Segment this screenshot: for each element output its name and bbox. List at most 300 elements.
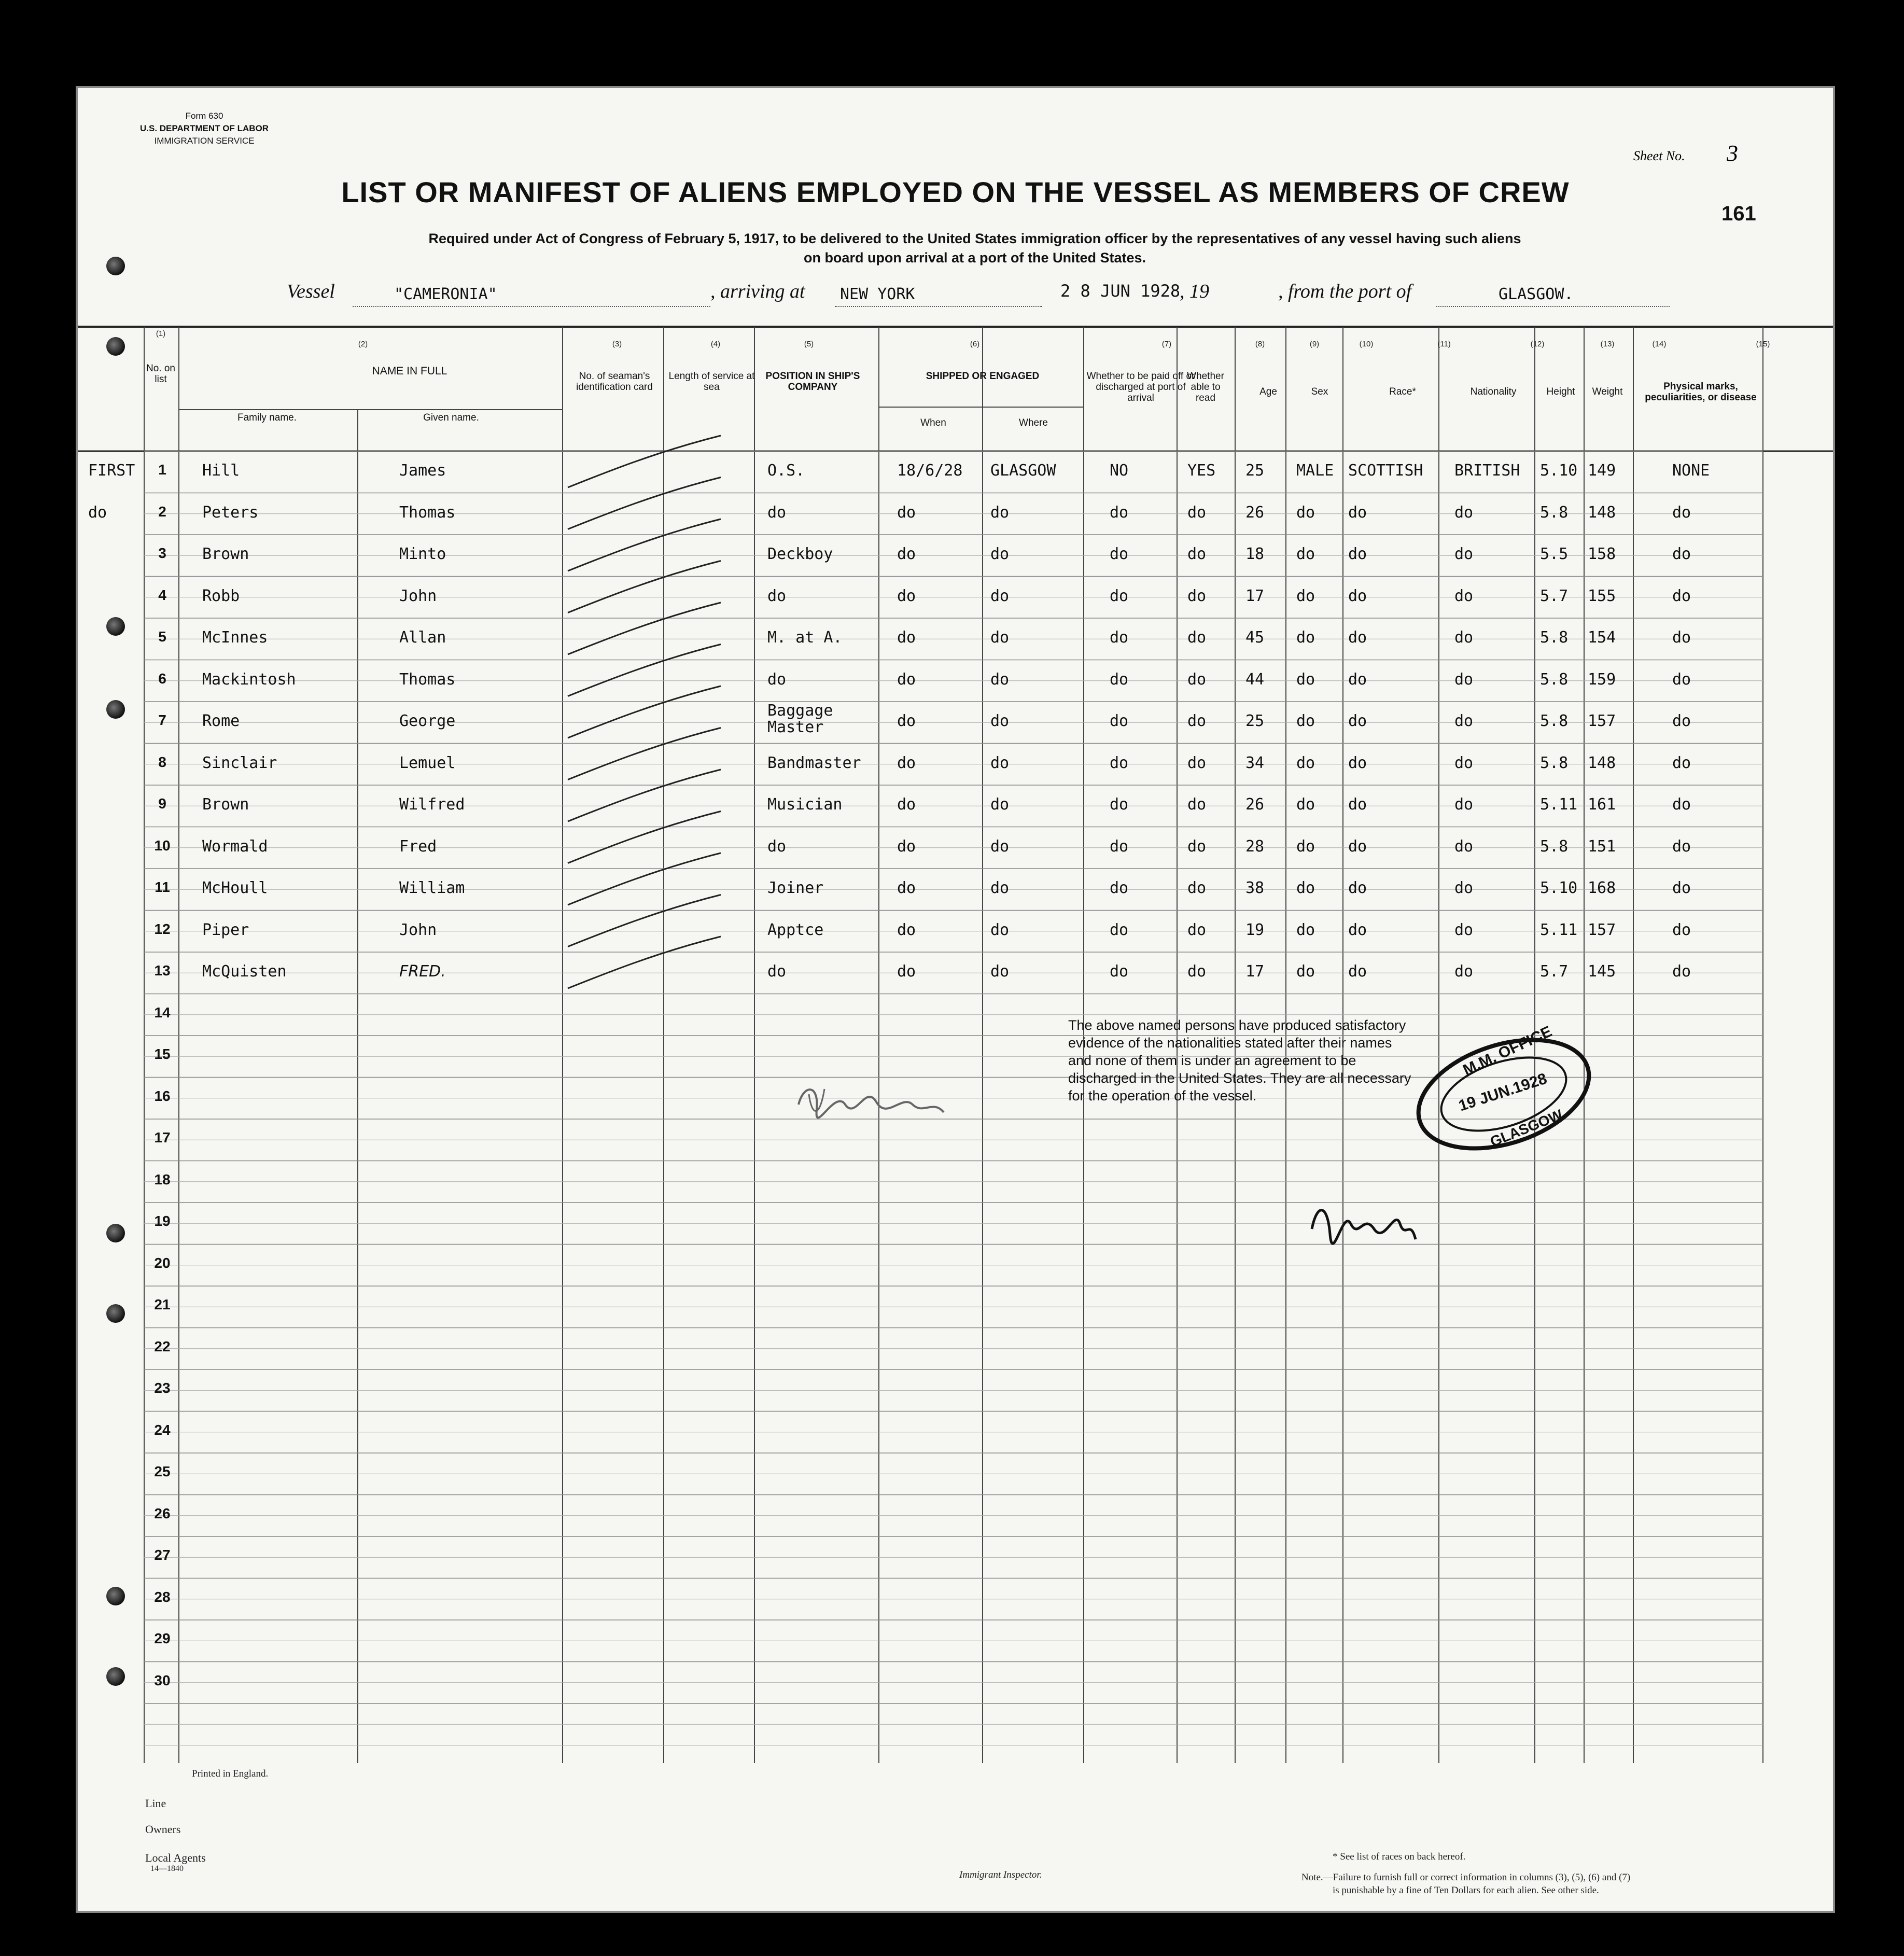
row-number: 15 [154,1046,171,1062]
paid-off: do [1110,586,1129,605]
physical-marks: do [1672,837,1691,856]
family-name: McQuisten [202,962,287,981]
owners-label: Owners [145,1823,181,1836]
given-name: Thomas [399,670,456,689]
inspector-signature [1307,1193,1421,1250]
sex: MALE [1296,462,1334,480]
weight: 151 [1588,837,1616,856]
shipped-where: GLASGOW [990,462,1056,480]
nationality: do [1454,503,1474,522]
physical-marks: do [1672,503,1691,522]
form-code: 14—1840 [150,1864,184,1873]
agents-label: Local Agents [145,1851,206,1864]
race: do [1348,586,1367,605]
sex: do [1296,879,1315,897]
col-num-7: (7) [1161,340,1172,348]
position: do [767,670,787,689]
row-number: 4 [158,586,166,603]
weight: 161 [1588,795,1616,814]
sex: do [1296,753,1315,772]
stamp-bottom: GLASGOW [1488,1106,1565,1150]
fine-note-1: Note.—Failure to furnish full or correct information in columns (3), (5), (6) and (7) [1301,1872,1631,1883]
shipped-where: do [990,503,1010,522]
shipped-when: do [897,545,916,563]
header-no-on-list: No. on list [146,363,175,385]
col-num-6: (6) [970,340,980,348]
page-number: 161 [1721,202,1756,225]
arriving-port: NEW YORK [840,285,915,303]
height: 5.11 [1540,795,1578,814]
shipped-when: do [897,837,916,856]
physical-marks: do [1672,712,1691,730]
header-name-in-full: NAME IN FULL [372,365,447,377]
race: do [1348,962,1367,981]
row-number: 3 [158,545,166,561]
able-read: do [1187,503,1207,522]
nationality: do [1454,753,1474,772]
row-number: 17 [154,1129,171,1145]
header-where: Where [1019,417,1048,428]
able-read: do [1187,670,1207,689]
handwritten-slash-marks [78,88,1833,1911]
paid-off: do [1110,837,1129,856]
col-num-10: (10) [1359,340,1374,348]
race: do [1348,503,1367,522]
row-number: 26 [154,1505,171,1521]
height: 5.8 [1540,628,1569,647]
paid-off: do [1110,503,1129,522]
nationality: do [1454,628,1474,647]
nationality: do [1454,795,1474,814]
nationality: do [1454,712,1474,730]
position: do [767,586,787,605]
family-name: Rome [202,712,240,730]
row-number: 10 [154,837,171,854]
given-name: John [399,586,437,605]
physical-marks: do [1672,962,1691,981]
header-when: When [920,417,946,428]
age: 26 [1245,795,1265,814]
given-name: Lemuel [399,753,456,772]
given-name: William [399,879,465,897]
family-name: McInnes [202,628,268,647]
row-class: do [88,503,107,522]
col-num-13: (13) [1600,340,1615,348]
vessel-name: "CAMERONIA" [394,285,497,303]
paid-off: do [1110,628,1129,647]
height: 5.11 [1540,920,1578,939]
punch-hole [106,1224,125,1242]
physical-marks: do [1672,670,1691,689]
col-num-3: (3) [612,340,622,348]
col-num-15: (15) [1756,340,1770,348]
given-name: Minto [399,545,446,563]
sex: do [1296,545,1315,563]
subtitle-line-2: on board upon arrival at a port of the United States. [803,250,1146,266]
position: do [767,837,787,856]
weight: 159 [1588,670,1616,689]
age: 17 [1245,586,1265,605]
race-note: * See list of races on back hereof. [1333,1851,1466,1862]
row-number: 28 [154,1588,171,1605]
able-read: do [1187,586,1207,605]
able-read: do [1187,962,1207,981]
slash-mark [568,645,721,696]
shipped-where: do [990,545,1010,563]
race: do [1348,712,1367,730]
physical-marks: do [1672,795,1691,814]
race: do [1348,879,1367,897]
age: 28 [1245,837,1265,856]
slash-mark [568,728,721,780]
shipped-where: do [990,962,1010,981]
given-name: John [399,920,437,939]
nationality: do [1454,670,1474,689]
age: 25 [1245,462,1265,480]
physical-marks: NONE [1672,462,1710,480]
given-name: James [399,462,446,480]
position: Deckboy [767,545,833,563]
printed-note: Printed in England. [192,1768,269,1779]
sheet-number: 3 [1727,141,1738,166]
punch-hole [106,257,125,275]
punch-hole [106,700,125,719]
age: 17 [1245,962,1265,981]
year-label: , 19 [1180,281,1209,302]
shipped-when: do [897,795,916,814]
shipped-where: do [990,628,1010,647]
weight: 154 [1588,628,1616,647]
family-name: McHoull [202,879,268,897]
paid-off: NO [1110,462,1129,480]
row-number: 6 [158,670,166,687]
age: 38 [1245,879,1265,897]
age: 44 [1245,670,1265,689]
row-number: 27 [154,1547,171,1563]
arrival-date: 2 8 JUN 1928 [1060,281,1181,301]
height: 5.7 [1540,586,1569,605]
sex: do [1296,837,1315,856]
row-number: 30 [154,1672,171,1688]
race: do [1348,837,1367,856]
page-title: LIST OR MANIFEST OF ALIENS EMPLOYED ON THE VESSEL AS MEMBERS OF CREW [341,176,1570,208]
able-read: do [1187,837,1207,856]
header-weight: Weight [1592,386,1623,397]
sex: do [1296,712,1315,730]
height: 5.10 [1540,879,1578,897]
family-name: Piper [202,920,249,939]
service: IMMIGRATION SERVICE [154,136,255,146]
shipped-when: do [897,962,916,981]
punch-hole [106,1667,125,1686]
race: do [1348,795,1367,814]
family-name: Wormald [202,837,268,856]
race: SCOTTISH [1348,462,1423,480]
family-name: Brown [202,545,249,563]
shipped-when: do [897,712,916,730]
slash-mark [568,603,721,654]
able-read: do [1187,545,1207,563]
family-name: Peters [202,503,259,522]
slash-mark [568,895,721,947]
given-name: Fred [399,837,437,856]
slash-mark [568,812,721,863]
shipped-where: do [990,670,1010,689]
age: 45 [1245,628,1265,647]
row-number: 2 [158,503,166,520]
weight: 145 [1588,962,1616,981]
weight: 148 [1588,753,1616,772]
header-shipped: SHIPPED OR ENGAGED [926,371,1040,382]
slash-mark [568,686,721,738]
height: 5.10 [1540,462,1578,480]
age: 18 [1245,545,1265,563]
departure-port: GLASGOW. [1499,285,1574,303]
weight: 149 [1588,462,1616,480]
nationality: BRITISH [1454,462,1520,480]
row-number: 18 [154,1171,171,1187]
col-num-4: (4) [710,340,721,348]
slash-mark [568,436,721,487]
paid-off: do [1110,962,1129,981]
row-number: 20 [154,1254,171,1271]
header-given-name: Given name. [423,412,479,423]
row-number: 25 [154,1463,171,1479]
sex: do [1296,795,1315,814]
row-number: 21 [154,1296,171,1312]
height: 5.8 [1540,837,1569,856]
row-number: 12 [154,920,171,937]
header-family-name: Family name. [237,412,297,423]
row-number: 8 [158,753,166,770]
shipped-when: do [897,879,916,897]
sex: do [1296,503,1315,522]
position: do [767,962,787,981]
given-name: FRED. [399,962,446,981]
header-id-card: No. of seaman's identification card [576,371,653,393]
header-nationality: Nationality [1470,386,1517,397]
position: O.S. [767,462,805,480]
col-num-12: (12) [1530,340,1545,348]
stamp-top: M.M. OFFICE [1460,1023,1555,1079]
slash-mark [568,561,721,613]
shipped-where: do [990,920,1010,939]
sex: do [1296,962,1315,981]
shipped-when: do [897,753,916,772]
slash-mark [568,853,721,905]
weight: 157 [1588,920,1616,939]
slash-mark [568,937,721,988]
shipped-when: do [897,670,916,689]
height: 5.8 [1540,712,1569,730]
able-read: do [1187,753,1207,772]
shipped-when: do [897,503,916,522]
age: 26 [1245,503,1265,522]
header-race: Race* [1389,386,1416,397]
given-name: Thomas [399,503,456,522]
able-read: do [1187,628,1207,647]
col-num-11: (11) [1437,340,1451,348]
col-num-8: (8) [1255,340,1265,348]
able-read: do [1187,920,1207,939]
certification-text: The above named persons have produced satisfactory evidence of the nationalities stated after their names and none of them is under an agreement to be discharged in the United States. They are all necessary for the operation of the vessel. [1068,1017,1411,1103]
manifest-sheet [78,88,1833,1911]
from-label: , from the port of [1278,281,1412,302]
weight: 155 [1588,586,1616,605]
sex: do [1296,670,1315,689]
arriving-label: , arriving at [710,281,805,302]
weight: 148 [1588,503,1616,522]
shipped-when: 18/6/28 [897,462,963,480]
sex: do [1296,920,1315,939]
nationality: do [1454,586,1474,605]
able-read: do [1187,795,1207,814]
row-number: 23 [154,1380,171,1396]
given-name: Allan [399,628,446,647]
physical-marks: do [1672,545,1691,563]
age: 34 [1245,753,1265,772]
header-sex: Sex [1311,386,1328,397]
header-paid-off: Whether to be paid off or discharged at port of arrival [1086,371,1195,403]
row-number: 1 [158,462,166,478]
sex: do [1296,628,1315,647]
col-num-1: (1) [156,329,166,338]
position: Musician [767,795,843,814]
header-physical: Physical marks, peculiarities, or disease [1645,381,1757,403]
row-number: 9 [158,795,166,812]
sheet-label: Sheet No. [1633,148,1685,163]
age: 19 [1245,920,1265,939]
col-num-5: (5) [804,340,814,348]
col-num-2: (2) [358,340,368,348]
race: do [1348,628,1367,647]
header-length-service: Length of service at sea [668,371,755,393]
header-height: Height [1546,386,1575,397]
row-class: FIRST [88,462,135,480]
family-name: Hill [202,462,240,480]
punch-hole [106,1304,125,1323]
row-number: 14 [154,1004,171,1021]
shipped-where: do [990,712,1010,730]
weight: 158 [1588,545,1616,563]
shipped-when: do [897,920,916,939]
nationality: do [1454,962,1474,981]
row-number: 5 [158,628,166,645]
nationality: do [1454,879,1474,897]
slash-mark [568,770,721,821]
paid-off: do [1110,795,1129,814]
punch-hole [106,1587,125,1605]
position: Joiner [767,879,824,897]
physical-marks: do [1672,879,1691,897]
row-number: 19 [154,1213,171,1229]
shipped-when: do [897,628,916,647]
physical-marks: do [1672,628,1691,647]
vessel-label: Vessel [287,281,335,302]
physical-marks: do [1672,753,1691,772]
race: do [1348,545,1367,563]
nationality: do [1454,920,1474,939]
shipped-where: do [990,753,1010,772]
physical-marks: do [1672,586,1691,605]
given-name: George [399,712,456,730]
age: 25 [1245,712,1265,730]
signature-scribble [788,1073,954,1130]
nationality: do [1454,837,1474,856]
shipped-where: do [990,795,1010,814]
line-label: Line [145,1797,166,1810]
row-number: 24 [154,1421,171,1438]
department: U.S. DEPARTMENT OF LABOR [140,123,269,133]
given-name: Wilfred [399,795,465,814]
paid-off: do [1110,545,1129,563]
family-name: Brown [202,795,249,814]
paid-off: do [1110,753,1129,772]
row-number: 22 [154,1338,171,1354]
able-read: do [1187,712,1207,730]
row-number: 29 [154,1630,171,1646]
col-num-14: (14) [1652,340,1667,348]
height: 5.8 [1540,503,1569,522]
height: 5.8 [1540,670,1569,689]
header-age: Age [1259,386,1277,397]
fine-note-2: is punishable by a fine of Ten Dollars for each alien. See other side. [1333,1885,1599,1896]
height: 5.7 [1540,962,1569,981]
header-position: POSITION IN SHIP'S COMPANY [765,371,860,393]
paid-off: do [1110,712,1129,730]
row-number: 16 [154,1087,171,1104]
paid-off: do [1110,670,1129,689]
punch-hole [106,337,125,356]
slash-mark [568,519,721,571]
height: 5.8 [1540,753,1569,772]
able-read: do [1187,879,1207,897]
row-number: 11 [155,879,170,895]
glasgow-office-stamp [1395,1023,1613,1156]
header-able-read: Whether able to read [1187,371,1224,403]
col-num-9: (9) [1309,340,1320,348]
shipped-where: do [990,837,1010,856]
position: do [767,503,787,522]
race: do [1348,670,1367,689]
slash-mark [568,478,721,529]
family-name: Sinclair [202,753,277,772]
shipped-when: do [897,586,916,605]
row-number: 7 [158,712,166,728]
shipped-where: do [990,586,1010,605]
sex: do [1296,586,1315,605]
family-name: Robb [202,586,240,605]
position: Apptce [767,920,824,939]
paid-off: do [1110,920,1129,939]
subtitle-line-1: Required under Act of Congress of February 5, 1917, to be delivered to the United States immigration officer by the representatives of any vessel having such aliens [428,231,1521,246]
race: do [1348,753,1367,772]
able-read: YES [1187,462,1216,480]
weight: 168 [1588,879,1616,897]
height: 5.5 [1540,545,1569,563]
family-name: Mackintosh [202,670,296,689]
row-number: 13 [154,962,171,979]
weight: 157 [1588,712,1616,730]
position: Bandmaster [767,753,861,772]
race: do [1348,920,1367,939]
paid-off: do [1110,879,1129,897]
inspector-label: Immigrant Inspector. [959,1869,1042,1880]
shipped-where: do [990,879,1010,897]
nationality: do [1454,545,1474,563]
position: M. at A. [767,628,843,647]
position: Baggage Master [767,702,833,736]
